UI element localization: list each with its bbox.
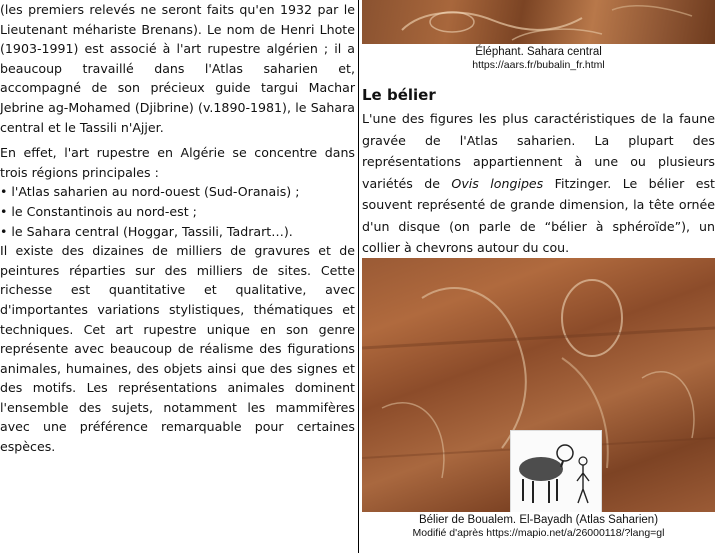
elephant-caption (362, 46, 715, 72)
elephant-photo (362, 0, 715, 44)
right-column (362, 0, 715, 553)
belier-caption-title: Bélier de Boualem. El-Bayadh (Atlas Saharien) (418, 514, 659, 526)
belier-caption (362, 514, 715, 540)
column-divider (358, 0, 359, 553)
richness-paragraph: Il existe des dizaines de milliers de gravures et de peintures réparties sur des milliers de sites. Cette richesse est quantitative et qualitative, avec d'importantes variations stylistiques, thématiques et techniques. Cet art rupestre unique en son genre représente avec beaucoup de réalisme des figurations animales, humaines, des objets ainsi que des signes et des motifs. Les représentations animales dominent l'ensemble des sujets, notamment les mammifères avec une préférence remarquable pour certaines espèces. (0, 243, 355, 455)
regions-intro: En effet, l'art rupestre en Algérie se concentre dans trois régions principales : (0, 145, 355, 180)
belier-rock-photo (362, 258, 715, 512)
region-item-sahara: • le Sahara central (Hoggar, Tassili, Tadrart…). (0, 223, 293, 239)
belier-text-end: Fitzinger. Le bélier est souvent représenté de grande dimension, la tête ornée d'un disque (on parle de “bélier à sphéroïde”), un collier à chevrons autour du cou. (362, 175, 715, 255)
belier-caption-source: Modifié d'après https://mapio.net/a/26000118/?lang=gl (412, 527, 665, 539)
region-item-constantinois: • le Constantinois au nord-est ; (0, 203, 197, 219)
belier-text-start: L'une des figures les plus caractéristiques de la faune gravée de l'Atlas saharien. La plupart des représentations appartiennent à une ou plusieurs variétés de (362, 111, 715, 191)
left-column (0, 0, 355, 553)
section-heading: Le bélier (362, 86, 436, 104)
species-name: Ovis longipes (451, 175, 544, 191)
intro-paragraph: (les premiers relevés ne seront faits qu'en 1932 par le Lieutenant méhariste Brenans). Le nom de Henri Lhote (1903-1991) est associé à l'art rupestre algérien ; il a beaucoup travaillé dans l'Atlas saharien et, accompagné de son précieux guide targui Machar Jebrine ag-Mohamed (Djibrine) (v.1890-1981), le Sahara central et le Tassili n'Ajjer. (0, 2, 355, 135)
elephant-caption-title: Éléphant. Sahara central (475, 46, 602, 58)
belier-drawing-inset (510, 430, 602, 512)
region-item-atlas: • l'Atlas saharien au nord-ouest (Sud-Oranais) ; (0, 184, 300, 200)
belier-paragraph (362, 108, 715, 259)
elephant-caption-source: https://aars.fr/bubalin_fr.html (472, 59, 605, 71)
